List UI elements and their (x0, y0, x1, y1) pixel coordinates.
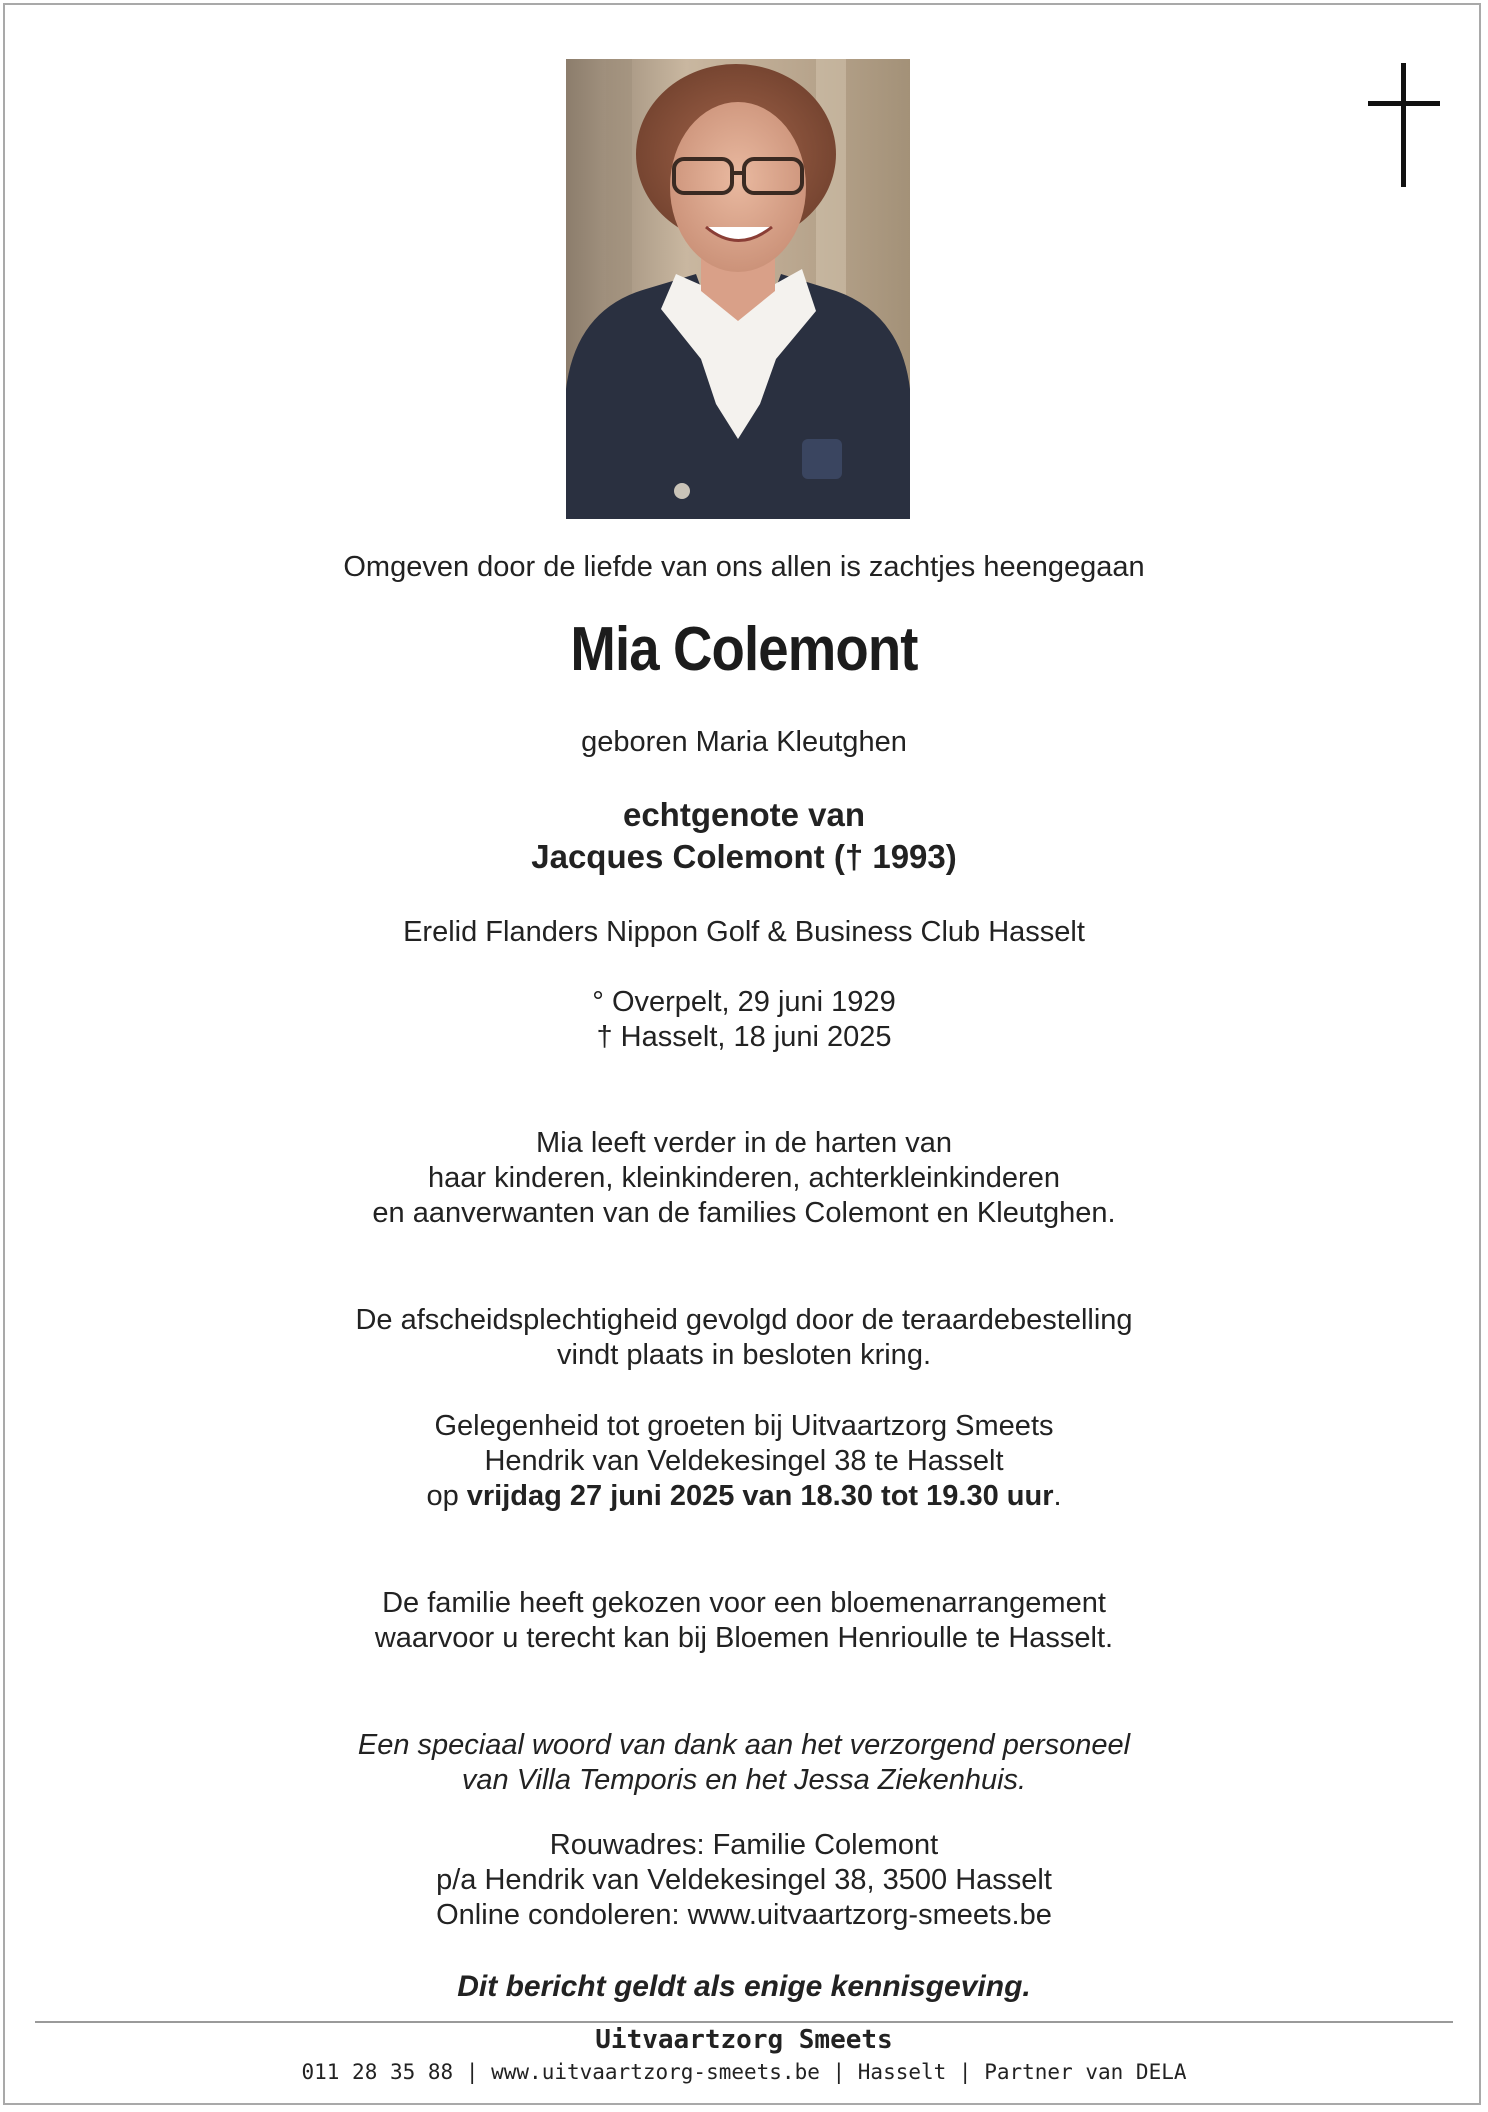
footer-title: Uitvaartzorg Smeets (595, 2025, 893, 2055)
ceremony-line-1: De afscheidsplechtigheid gevolgd door de teraardebestelling (355, 1304, 1133, 1336)
visitation-prefix: op (426, 1480, 467, 1512)
spouse-line-2: Jacques Colemont († 1993) (531, 838, 957, 875)
lives-on-line-1: Mia leeft verder in de harten van (536, 1127, 952, 1159)
flowers-line-1: De familie heeft gekozen voor een bloemenarrangement (382, 1587, 1106, 1619)
lives-on-line-2: haar kinderen, kleinkinderen, achterkleinkinderen (428, 1162, 1060, 1194)
intro-text: Omgeven door de liefde van ons allen is zachtjes heengegaan (343, 551, 1145, 583)
birth-name: geboren Maria Kleutghen (581, 726, 907, 758)
address-line-1: Rouwadres: Familie Colemont (549, 1829, 939, 1861)
thanks-line-2: van Villa Temporis en het Jessa Ziekenhuis. (461, 1764, 1027, 1796)
closing-notice: Dit bericht geldt als enige kennisgeving. (457, 1970, 1031, 2003)
birth-date: ° Overpelt, 29 juni 1929 (592, 986, 896, 1018)
visitation-suffix: . (1053, 1480, 1062, 1512)
footer-divider (35, 2021, 1453, 2023)
death-date: † Hasselt, 18 juni 2025 (596, 1021, 892, 1053)
address-line-3: Online condoleren: www.uitvaartzorg-smeets.be (436, 1899, 1052, 1931)
visitation-line-3 (0, 1478, 1488, 1514)
visitation-when: vrijdag 27 juni 2025 van 18.30 tot 19.30 uur (466, 1480, 1054, 1512)
visitation-line-2: Hendrik van Veldekesingel 38 te Hasselt (484, 1445, 1004, 1477)
cross-icon (1368, 63, 1440, 187)
spouse-line-1: echtgenote van (622, 796, 866, 833)
lives-on-line-3: en aanverwanten van de families Colemont en Kleutghen. (372, 1197, 1116, 1229)
deceased-name: Mia Colemont (570, 615, 918, 684)
portrait-photo (566, 59, 910, 519)
flowers-line-2: waarvoor u terecht kan bij Bloemen Henrioulle te Hasselt. (374, 1622, 1114, 1654)
ceremony-line-2: vindt plaats in besloten kring. (557, 1339, 931, 1371)
address-line-2: p/a Hendrik van Veldekesingel 38, 3500 Hasselt (436, 1864, 1052, 1896)
honorary-membership: Erelid Flanders Nippon Golf & Business Club Hasselt (403, 916, 1085, 948)
visitation-line-1: Gelegenheid tot groeten bij Uitvaartzorg Smeets (434, 1410, 1054, 1442)
footer-contact: 011 28 35 88 | www.uitvaartzorg-smeets.be | Hasselt | Partner van DELA (301, 2060, 1187, 2084)
thanks-line-1: Een speciaal woord van dank aan het verzorgend personeel (357, 1729, 1131, 1761)
